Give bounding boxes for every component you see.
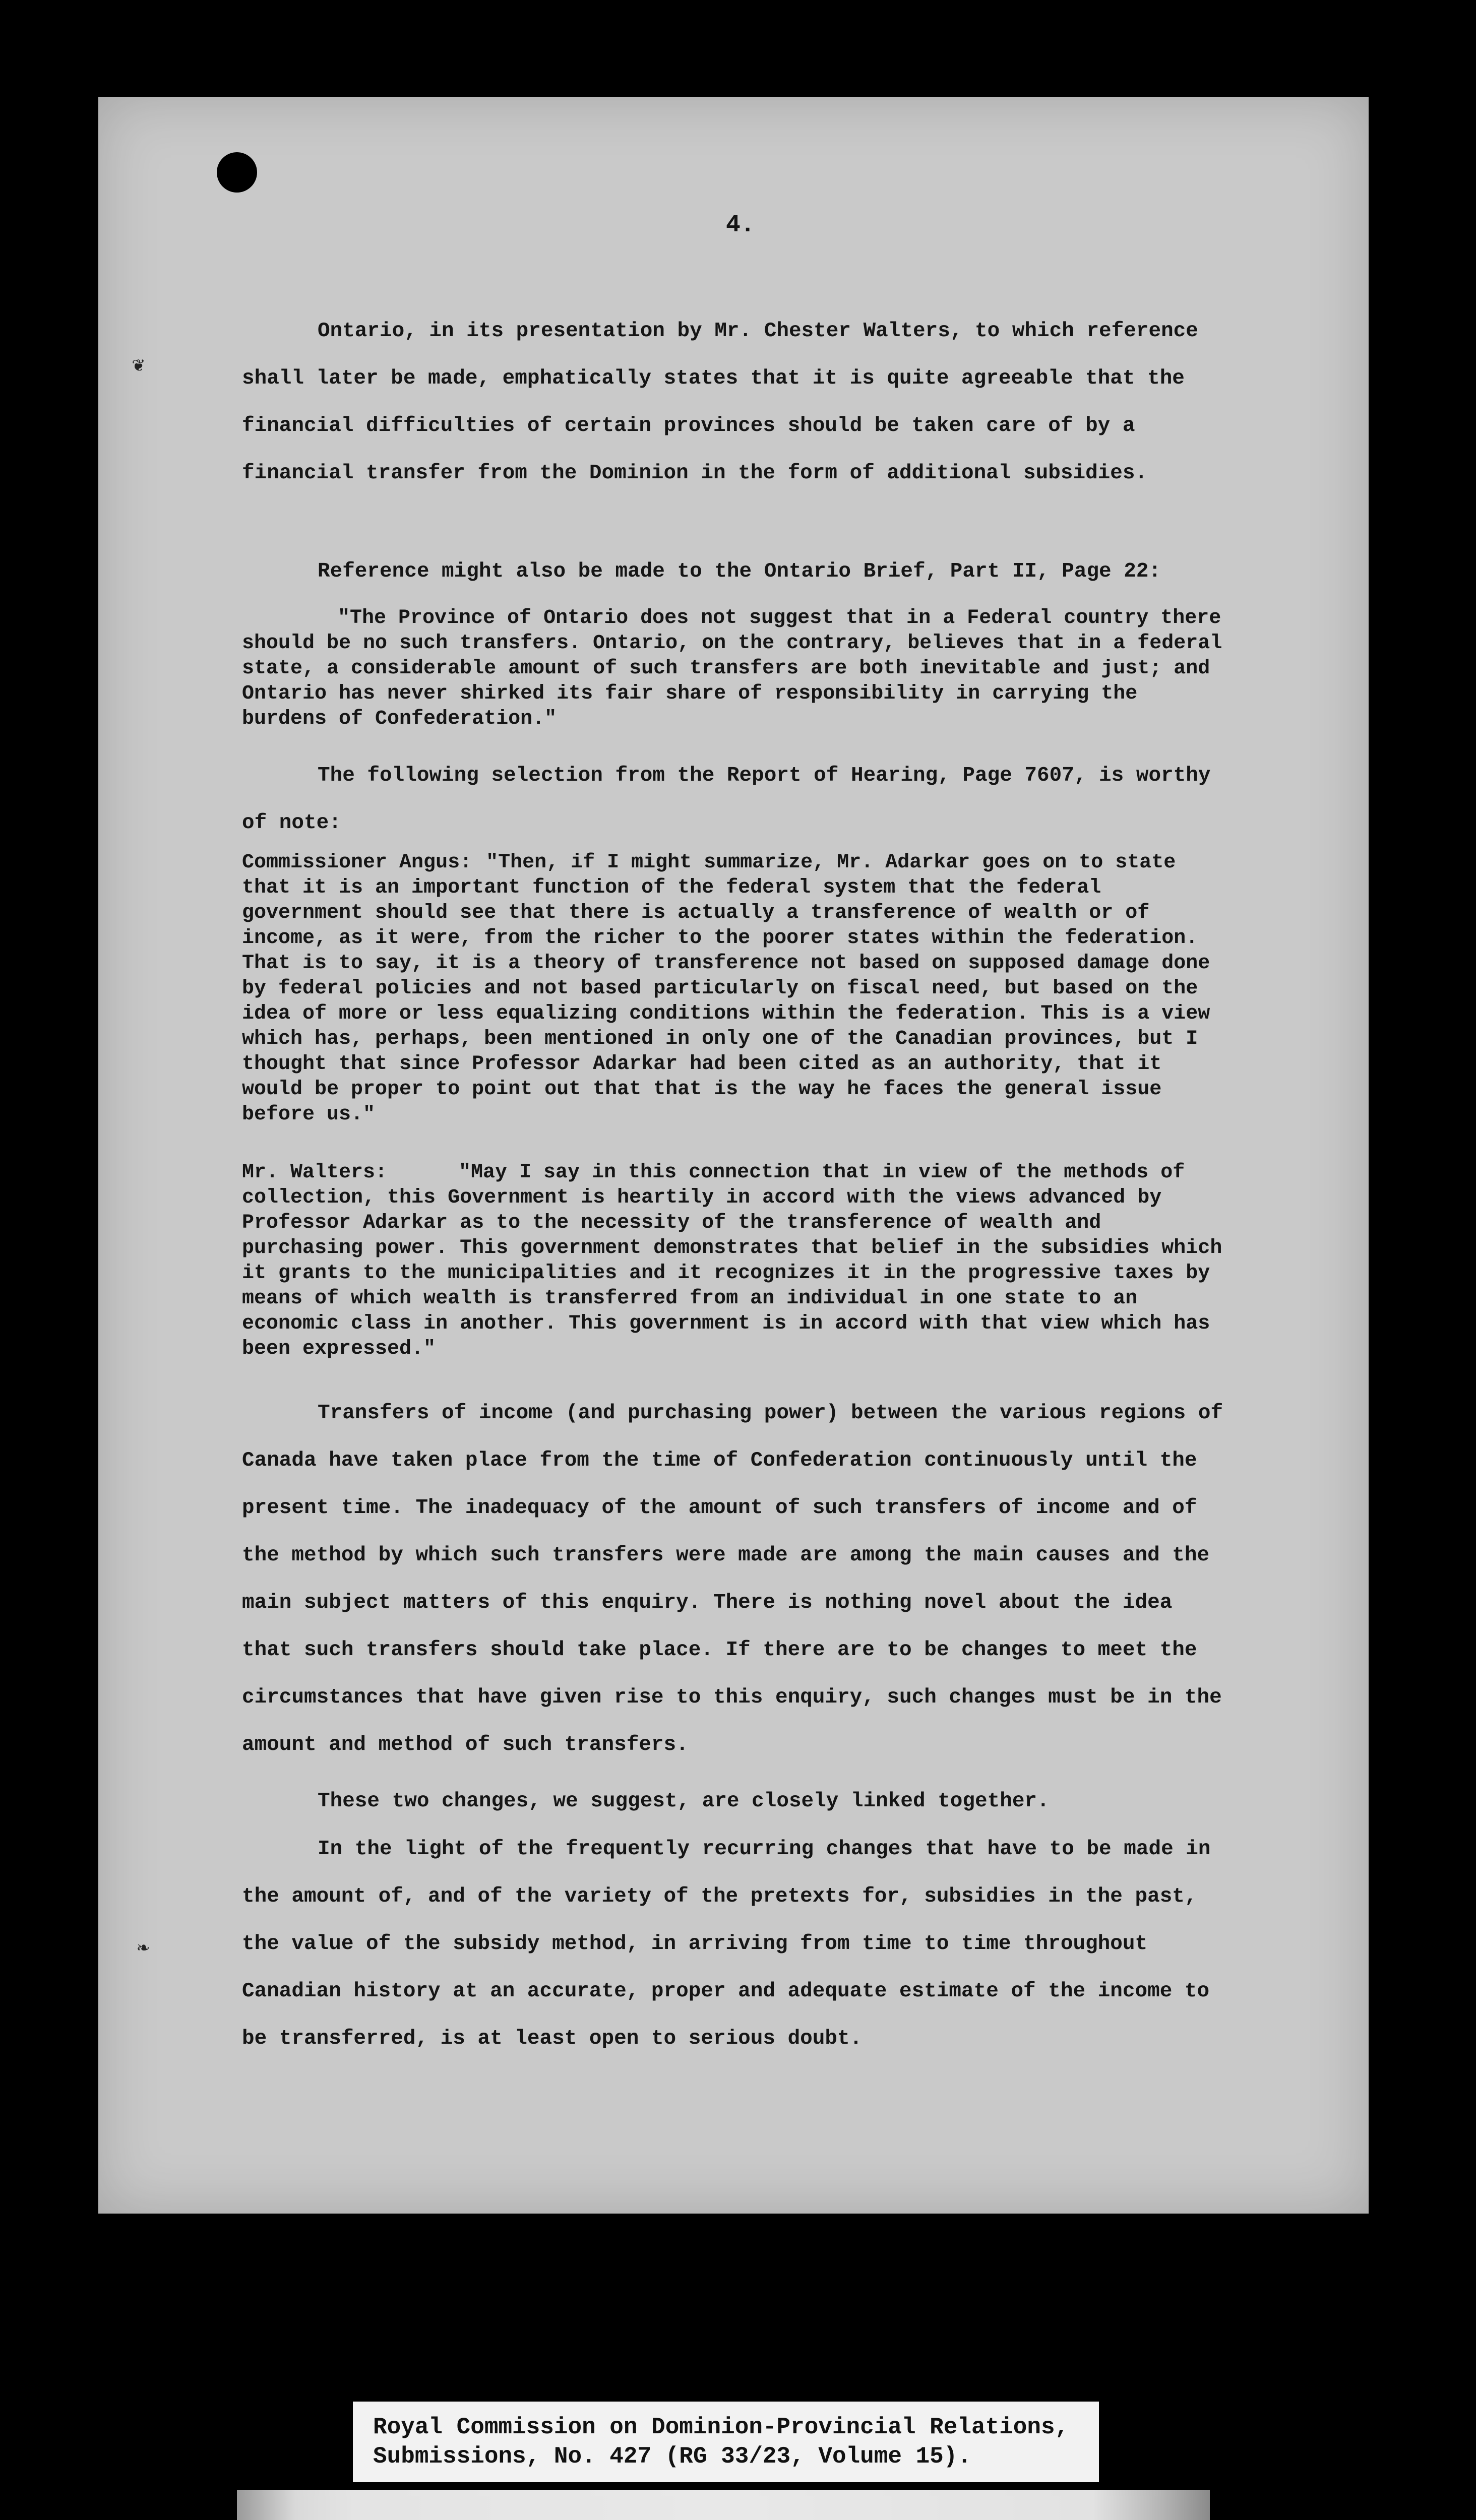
paragraph: Reference might also be made to the Ontario Brief, Part II, Page 22:: [318, 560, 1161, 583]
document-page: [98, 97, 1369, 2214]
paragraph: Ontario, in its presentation by Mr. Chester Walters, to which reference shall later be made, emphatically states that it is quite agreeable that the financial difficulties of certain provinces should be taken care of by a financial transfer from the Dominion in the form of additional subsidies.: [242, 320, 1198, 485]
punch-hole: [217, 152, 257, 193]
quote-text: "May I say in this connection that in view of the methods of collection, this Government is heartily in accord with the views advanced by Professor Adarkar as to the necessity of the transference of wealth and purchasing power. This government demonstrates that belief in the subsidies which it grants to the municipalities and it recognizes it in the progressive taxes by means of which wealth is transferred from an individual in one state to an economic class in another. This government is in accord with that view which has been expressed.": [242, 1161, 1222, 1360]
speaker-name: Mr. Walters:: [242, 1161, 388, 1184]
archive-reference-label: [353, 2402, 1099, 2482]
testimony-quote: [242, 850, 1230, 1127]
speaker-name: Commissioner Angus:: [242, 851, 472, 874]
archive-label-line: Submissions, No. 427 (RG 33/23, Volume 15).: [373, 2443, 971, 2470]
paragraph: These two changes, we suggest, are closely linked together.: [318, 1790, 1050, 1813]
quote-text: "Then, if I might summarize, Mr. Adarkar goes on to state that it is an important function of the federal system that the federal government should see that there is actually a transference of wealth or of income, as it were, from the richer to the poorer states within the federation. That is to say, it is a theory of transference not based on supposed damage done by federal policies and not based particularly on fiscal need, but based on the idea of more or less equalizing conditions within the federation. This is a view which has, perhaps, been mentioned in only one of the Canadian provinces, but I thought that since Professor Adarkar had been cited as an authority, that it would be proper to point out that that is the way he faces the general issue before us.": [242, 851, 1210, 1126]
page-number: 4.: [726, 212, 755, 239]
archive-label-line: Royal Commission on Dominion-Provincial Relations,: [373, 2414, 1069, 2440]
archives-stamp: [237, 2490, 1210, 2520]
paragraph: In the light of the frequently recurring changes that have to be made in the amount of, and of the variety of the pretexts for, subsidies in the past, the value of the subsidy method, in arriving from time to time throughout Canadian history at an accurate, proper and adequate estimate of the income to be transferred, is at least open to serious doubt.: [242, 1838, 1211, 2050]
margin-mark: ❦: [132, 353, 145, 376]
margin-mark: ❧: [137, 1935, 150, 1959]
paragraph: Transfers of income (and purchasing power) between the various regions of Canada have taken place from the time of Confederation continuously until the present time. The inadequacy of the amount of such transfers of income and of the method by which such transfers were made are among the main causes and the main subject matters of this enquiry. There is nothing novel about the idea that such transfers should take place. If there are to be changes to meet the circumstances that have given rise to this enquiry, such changes must be in the amount and method of such transfers.: [242, 1402, 1223, 1756]
block-quote: "The Province of Ontario does not suggest that in a Federal country there should be no such transfers. Ontario, on the contrary, believes that in a federal state, a considerable amount of such transfers are both inevitable and just; and Ontario has never shirked its fair share of responsibility in carrying the burdens of Confederation.": [242, 607, 1222, 730]
testimony-quote: [242, 1160, 1230, 1362]
paragraph: The following selection from the Report of Hearing, Page 7607, is worthy of note:: [242, 764, 1211, 835]
